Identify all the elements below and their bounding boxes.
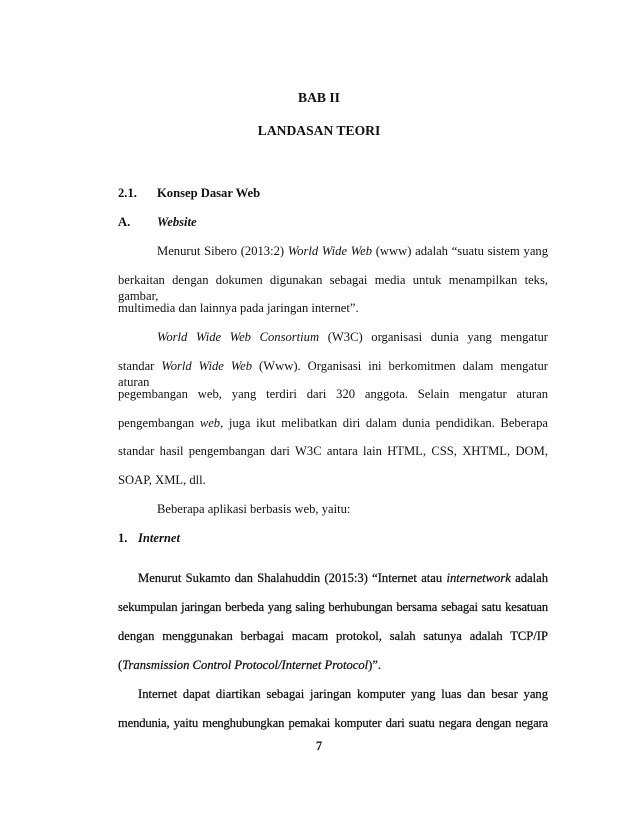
- paragraph-line: standar World Wide Web (Www). Organisasi ini berkomitmen dalam mengatur aturan: [118, 359, 548, 389]
- chapter-title: LANDASAN TEORI: [257, 123, 381, 138]
- paragraph-line: pengembangan web, juga ikut melibatkan diri dalam dunia pendidikan. Beberapa: [118, 416, 548, 430]
- paragraph-line: berkaitan dengan dokumen digunakan sebagai media untuk menampilkan teks, gambar,: [118, 273, 548, 303]
- paragraph-line: Menurut Sibero (2013:2) World Wide Web (www) adalah “suatu sistem yang: [157, 244, 548, 258]
- paragraph-line: sekumpulan jaringan berbeda yang saling berhubungan bersama sebagai satu kesatuan: [118, 600, 548, 614]
- paragraph-line: Internet dapat diartikan sebagai jaringan komputer yang luas dan besar yang: [138, 687, 548, 701]
- list-number: 1.: [118, 531, 128, 545]
- chapter-heading: BAB II: [298, 90, 340, 105]
- paragraph-line: SOAP, XML, dll.: [118, 473, 206, 487]
- paragraph-line: mendunia, yaitu menghubungkan pemakai komputer dari suatu negara dengan negara: [118, 716, 548, 730]
- subsection-title: Website: [157, 215, 197, 229]
- paragraph-line: (Transmission Control Protocol/Internet Protocol)”.: [118, 658, 382, 672]
- paragraph-line: Menurut Sukamto dan Shalahuddin (2015:3) “Internet atau internetwork adalah: [138, 571, 549, 585]
- page-number: 7: [315, 739, 323, 753]
- section-number: 2.1.: [118, 186, 137, 200]
- paragraph-line: dengan menggunakan berbagai macam protokol, salah satunya adalah TCP/IP: [118, 629, 548, 643]
- section-title: Konsep Dasar Web: [157, 186, 261, 200]
- paragraph-line: standar hasil pengembangan dari W3C antara lain HTML, CSS, XHTML, DOM,: [118, 444, 548, 458]
- subsection-letter: A.: [118, 215, 131, 229]
- paragraph-line: multimedia dan lainnya pada jaringan internet”.: [118, 301, 359, 315]
- paragraph-line: Beberapa aplikasi berbasis web, yaitu:: [157, 502, 351, 516]
- paragraph-line: pegembangan web, yang terdiri dari 320 anggota. Selain mengatur aturan: [118, 387, 548, 401]
- list-title: Internet: [138, 531, 180, 545]
- paragraph-line: World Wide Web Consortium (W3C) organisasi dunia yang mengatur: [157, 330, 548, 344]
